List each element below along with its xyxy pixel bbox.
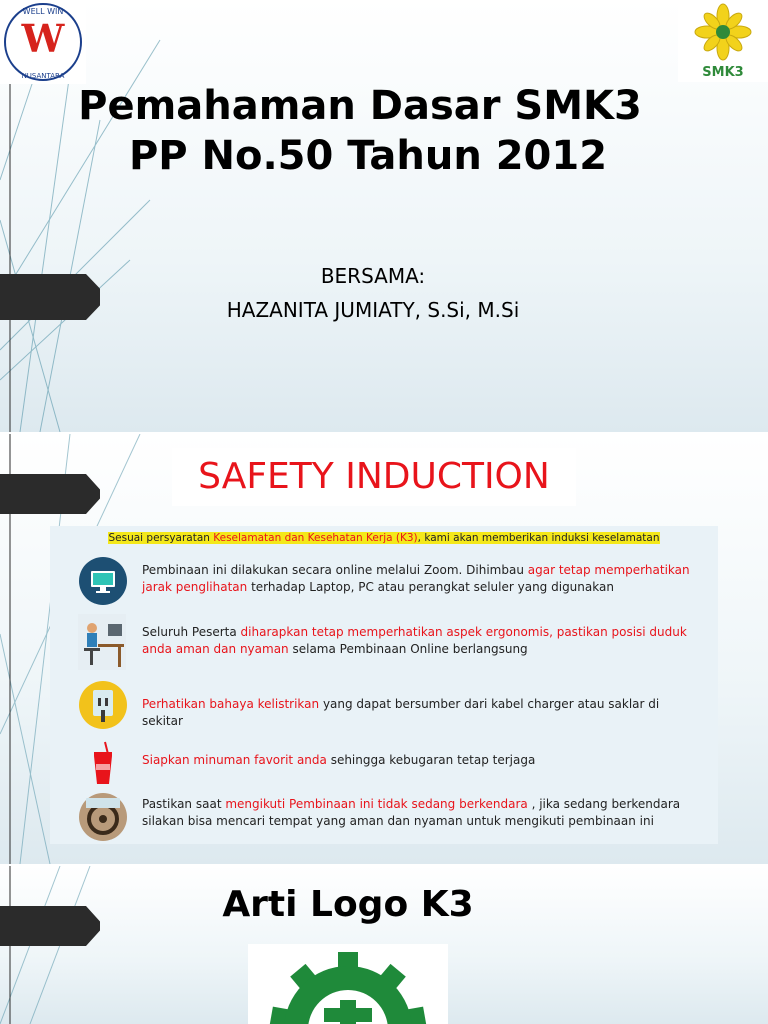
presenter-name: HAZANITA JUMIATY, S.Si, M.Si <box>226 298 520 322</box>
svg-text:SMK3: SMK3 <box>702 65 744 80</box>
monitor-icon <box>78 556 128 606</box>
background-lines-decoration <box>0 0 768 432</box>
slide-safety-induction <box>0 434 768 864</box>
list-item: Perhatikan bahaya kelistrikan yang dapat bersumber dari kabel charger atau saklar di sekitar <box>50 680 718 730</box>
svg-text:WELL WIN: WELL WIN <box>22 7 64 16</box>
list-item: Pastikan saat mengikuti Pembinaan ini tidak sedang berkendara , jika sedang berkendara silakan bisa mencari tempat yang aman dan nyaman untuk mengikuti pembinaan ini <box>50 792 718 842</box>
safety-title-box <box>172 448 576 506</box>
induction-intro: Sesuai persyaratan Keselamatan dan Kesehatan Kerja (K3), kami akan memberikan induksi keselamatan <box>108 532 660 544</box>
presenter-label: BERSAMA: <box>320 264 426 288</box>
wellwin-logo <box>0 0 86 84</box>
smk3-logo <box>678 0 768 82</box>
slide-title <box>0 0 768 432</box>
plug-icon <box>78 680 128 730</box>
list-item: Siapkan minuman favorit anda sehingga kebugaran tetap terjaga <box>50 738 718 788</box>
arti-logo-title: Arti Logo K3 <box>222 884 474 925</box>
svg-text:NUSANTARA: NUSANTARA <box>21 72 65 80</box>
svg-text:W: W <box>21 16 65 61</box>
title-line-2: PP No.50 Tahun 2012 <box>128 133 608 179</box>
safety-induction-title: SAFETY INDUCTION <box>198 456 550 497</box>
title-line-1: Pemahaman Dasar SMK3 <box>78 83 642 129</box>
induction-panel <box>50 526 718 844</box>
slide-tab-arrow <box>0 474 100 514</box>
steering-wheel-icon <box>78 792 128 842</box>
k3-logo <box>248 944 448 1024</box>
desk-icon <box>78 614 126 670</box>
list-item: Pembinaan ini dilakukan secara online melalui Zoom. Dihimbau agar tetap memperhatikan jarak penglihatan terhadap Laptop, PC atau perangkat seluler yang digunakan <box>50 556 718 606</box>
cup-icon <box>78 738 128 788</box>
list-item: Seluruh Peserta diharapkan tetap memperhatikan aspek ergonomis, pastikan posisi duduk anda aman dan nyaman selama Pembinaan Online berlangsung <box>50 614 718 670</box>
slide-arti-logo-k3 <box>0 866 768 1024</box>
